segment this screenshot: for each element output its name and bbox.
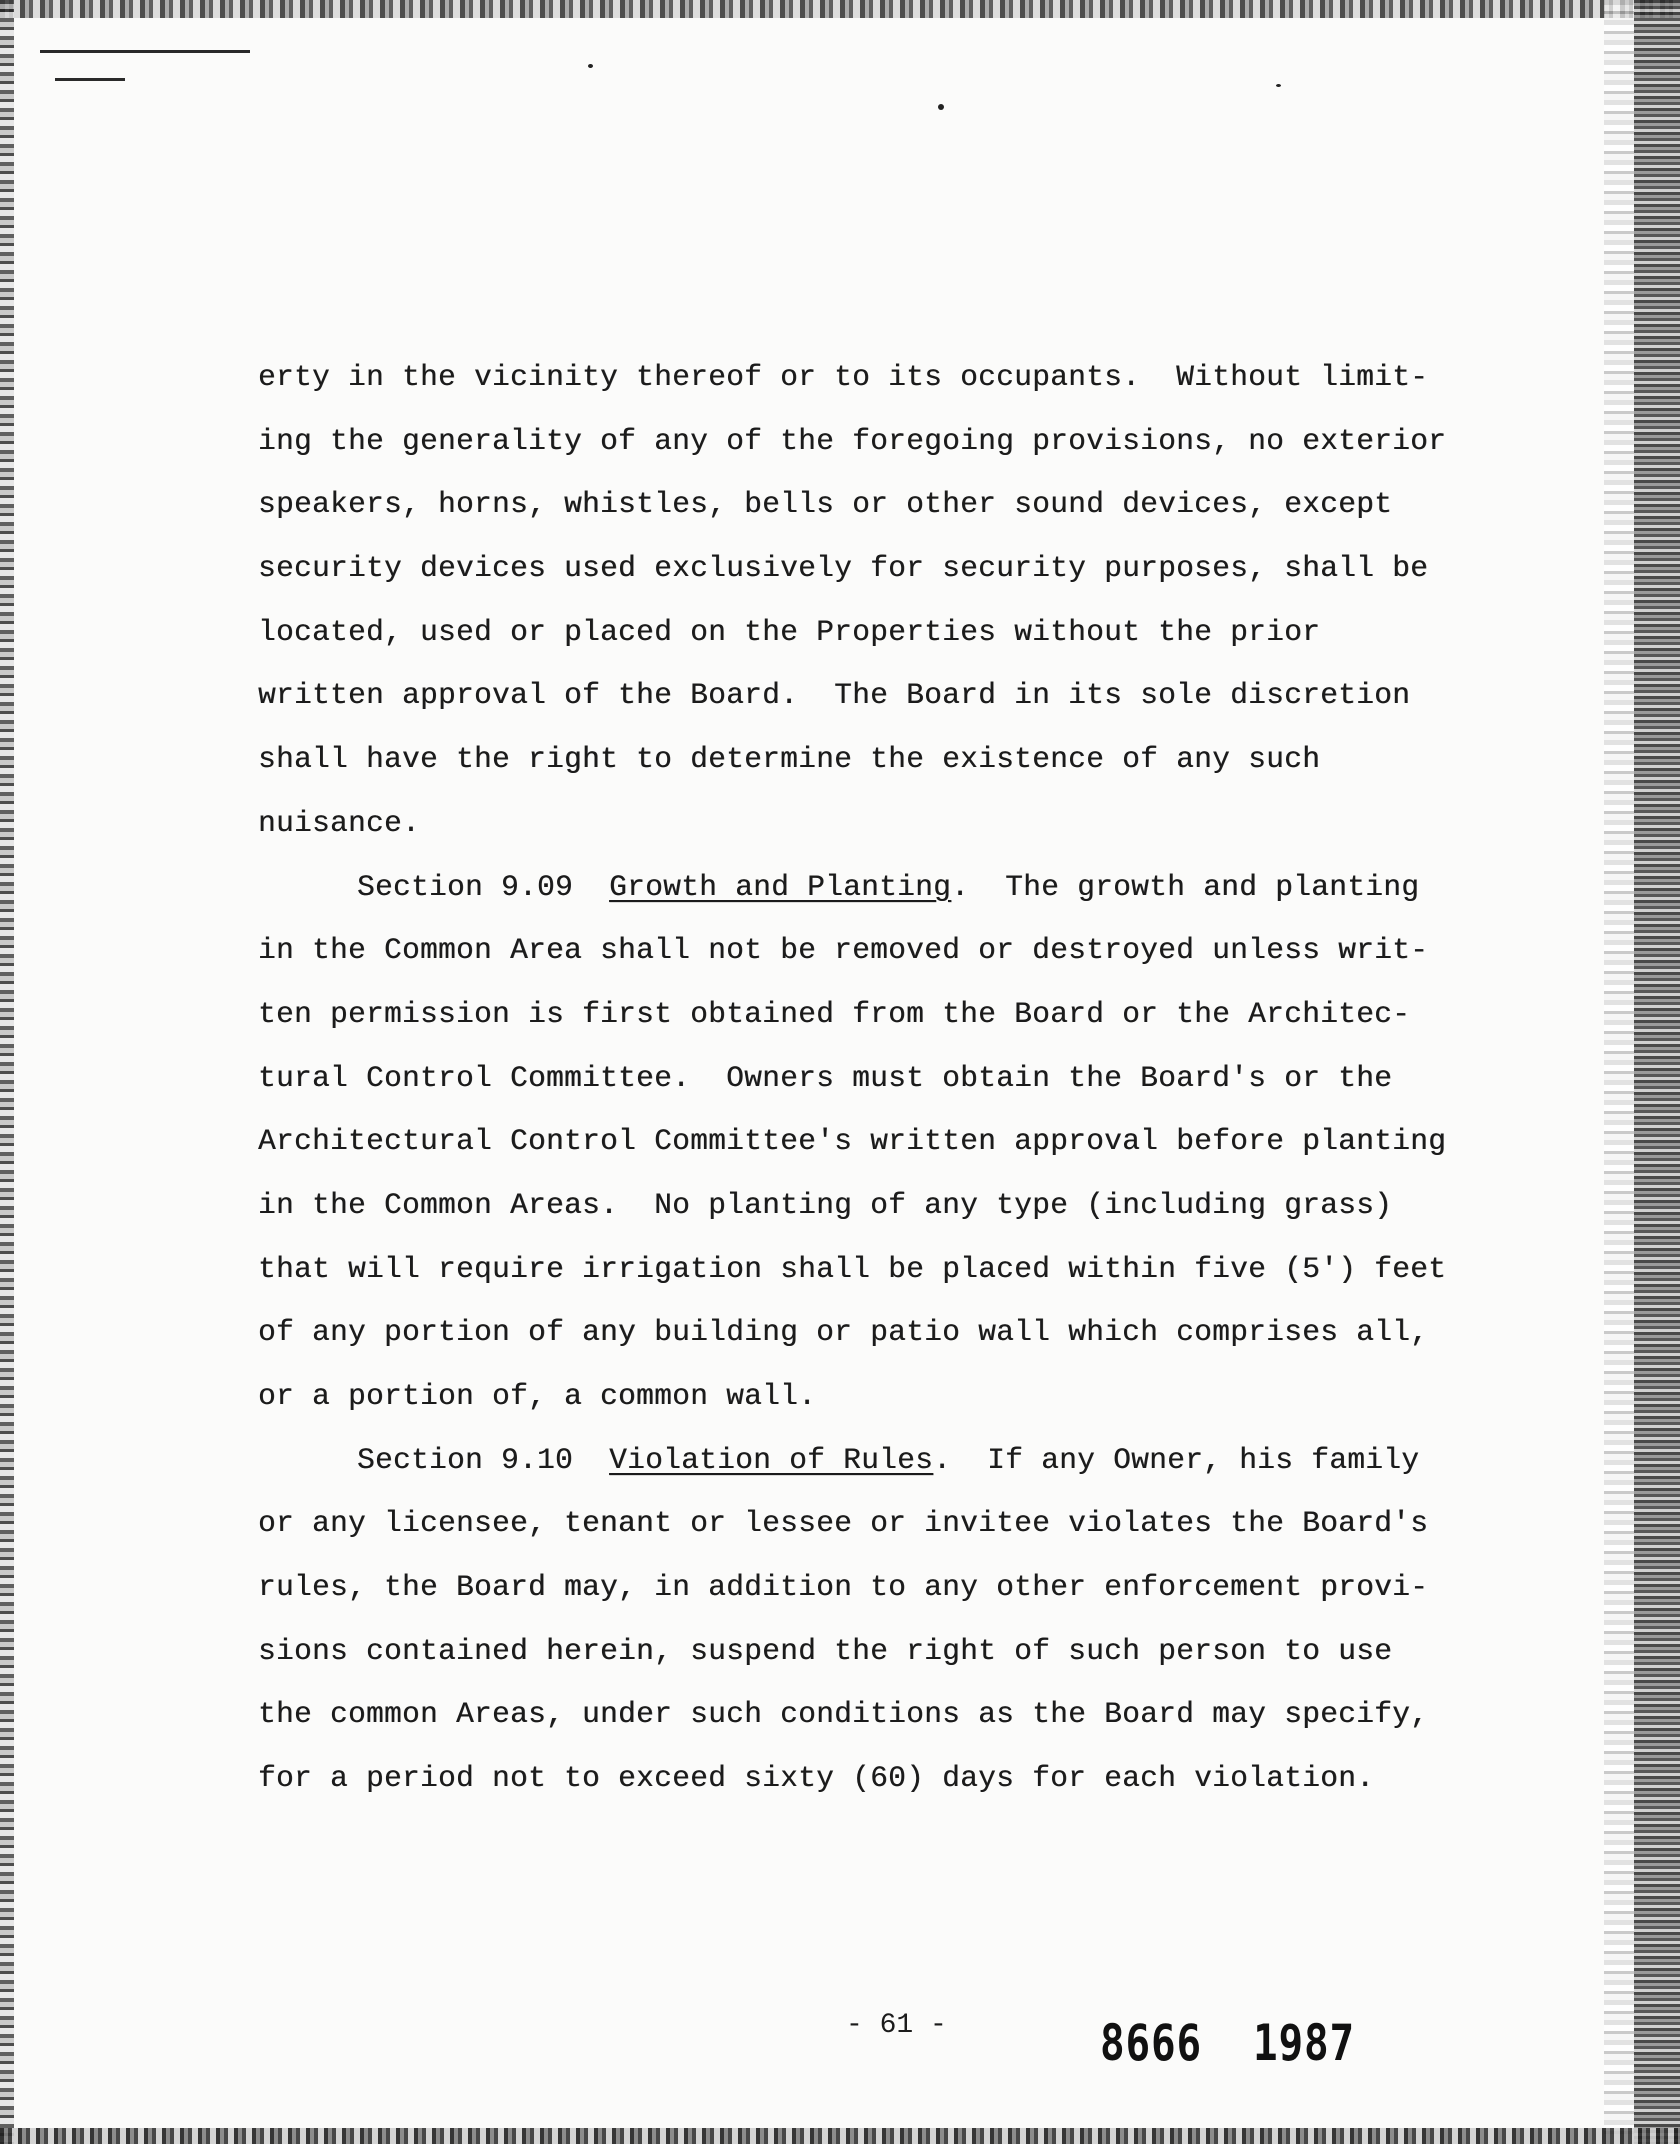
section-9-09 (258, 856, 1578, 1429)
text-line: nuisance. (258, 805, 421, 840)
section-first-line-text: . If any Owner, his family (933, 1442, 1420, 1477)
text-line: shall have the right to determine the existence of any such (258, 742, 1321, 777)
section-heading-line (258, 856, 1578, 920)
text-line: ing the generality of any of the foregoing provisions, no exterior (258, 423, 1447, 458)
page-number: - 61 - (846, 2010, 947, 2041)
scan-edge-right (1634, 0, 1680, 2144)
text-line: rules, the Board may, in addition to any other enforcement provi- (258, 1570, 1429, 1605)
scan-edge-right-inner (1604, 0, 1634, 2144)
scan-edge-left (0, 0, 14, 2144)
section-first-line-text: . The growth and planting (951, 869, 1420, 904)
text-line: located, used or placed on the Properties without the prior (258, 614, 1321, 649)
document-stamp-number: 8666 1987 (1100, 2014, 1356, 2072)
text-line: written approval of the Board. The Board in its sole discretion (258, 678, 1411, 713)
text-line: tural Control Committee. Owners must obtain the Board's or the (258, 1060, 1393, 1095)
text-line: or a portion of, a common wall. (258, 1379, 817, 1413)
text-line: of any portion of any building or patio wall which comprises all, (258, 1315, 1429, 1350)
scan-speck (1276, 84, 1281, 87)
section-heading-line (258, 1429, 1578, 1493)
text-line: in the Common Area shall not be removed or destroyed unless writ- (258, 933, 1429, 968)
text-line: the common Areas, under such conditions as the Board may specify, (258, 1697, 1429, 1732)
scan-speck (588, 64, 593, 68)
text-line: sions contained herein, suspend the right of such person to use (258, 1633, 1393, 1668)
header-rule (40, 50, 250, 53)
text-line: that will require irrigation shall be placed within five (5') feet (258, 1251, 1447, 1286)
section-title: Violation of Rules (609, 1442, 934, 1477)
text-line: for a period not to exceed sixty (60) days for each violation. (258, 1761, 1375, 1796)
header-rule-short (55, 78, 125, 81)
body-text (258, 346, 1578, 1811)
section-number: Section 9.10 (357, 1442, 574, 1477)
text-line: erty in the vicinity thereof or to its occupants. Without limit- (258, 360, 1429, 394)
section-number: Section 9.09 (357, 869, 574, 904)
text-line: or any licensee, tenant or lessee or invitee violates the Board's (258, 1506, 1429, 1541)
text-line: security devices used exclusively for security purposes, shall be (258, 551, 1429, 586)
text-line: ten permission is first obtained from the Board or the Architec- (258, 996, 1411, 1031)
paragraph (258, 346, 1578, 856)
scan-speck (938, 104, 944, 110)
text-line: in the Common Areas. No planting of any type (including grass) (258, 1187, 1393, 1222)
text-line: speakers, horns, whistles, bells or other sound devices, except (258, 487, 1393, 522)
scan-edge-bottom (0, 2128, 1680, 2144)
scan-edge-top (0, 0, 1680, 18)
section-title: Growth and Planting (609, 869, 952, 904)
text-line: Architectural Control Committee's written approval before planting (258, 1124, 1447, 1159)
section-9-10 (258, 1429, 1578, 1811)
